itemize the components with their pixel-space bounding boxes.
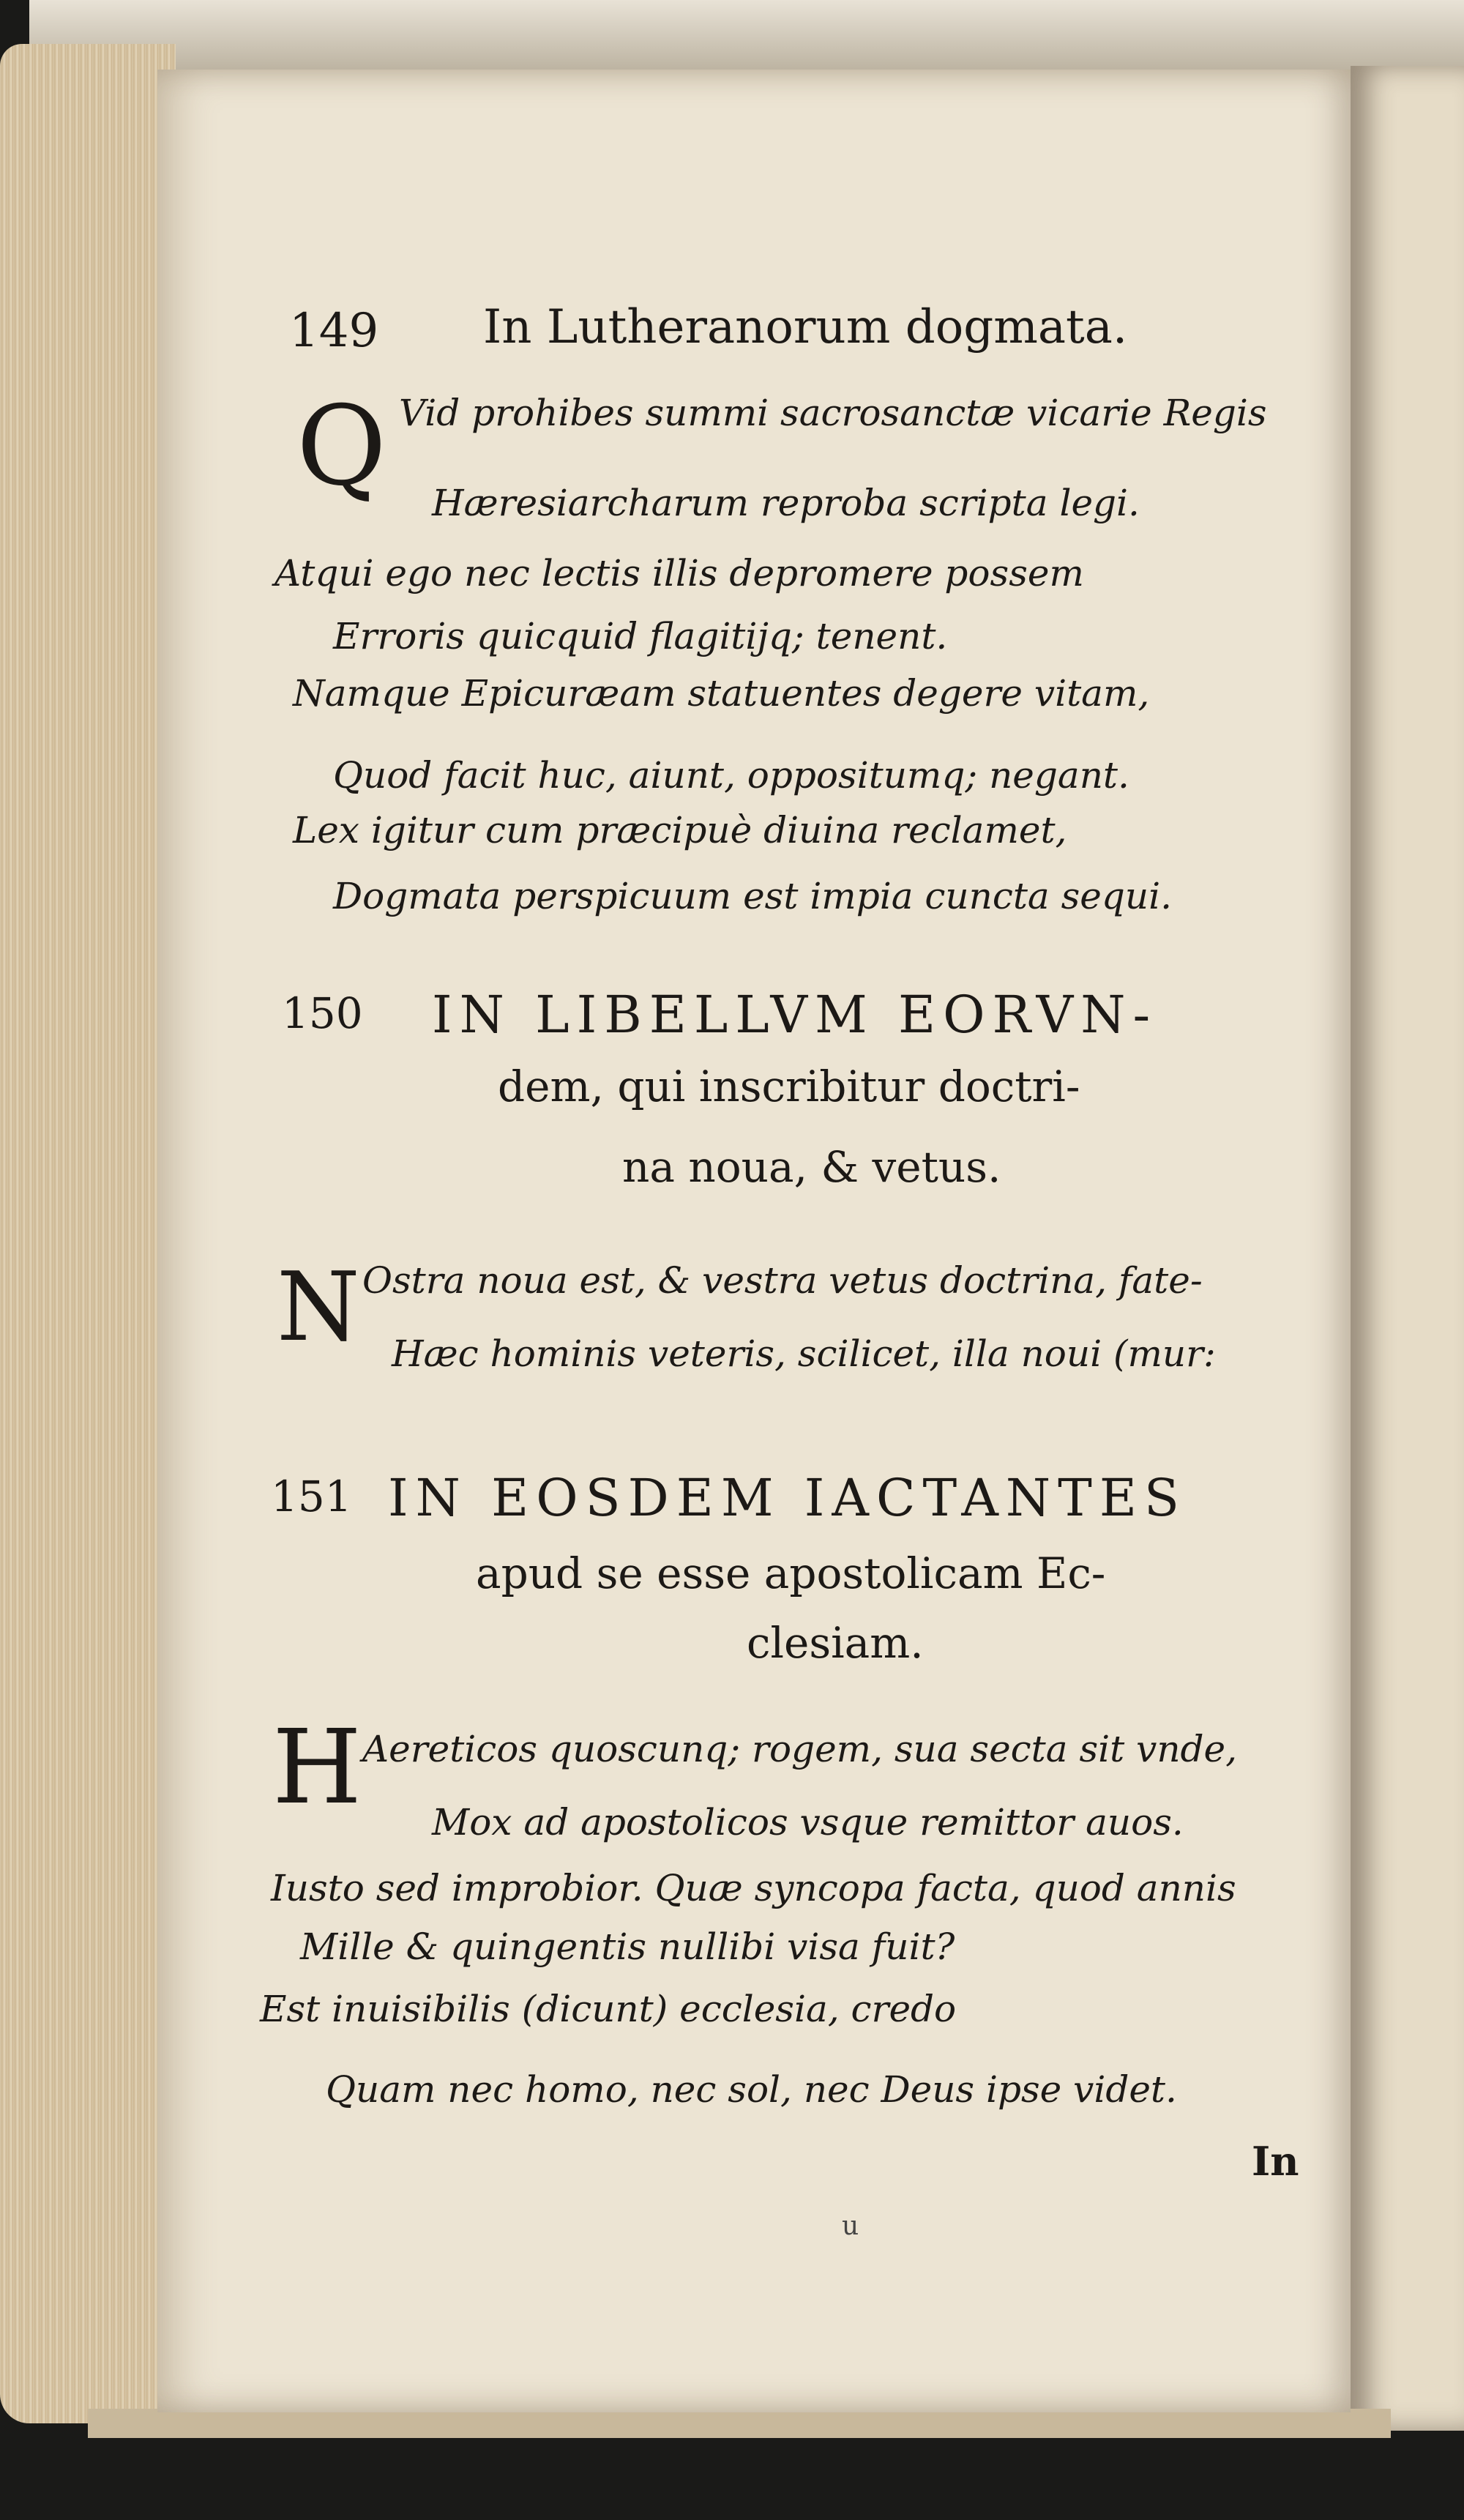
epigram-title: apud se esse apostolicam Ec-: [476, 1548, 1106, 1598]
book-bottom-edge: [88, 2409, 1391, 2438]
verse-line: Mox ad apostolicos vsque remittor auos.: [432, 1801, 1184, 1844]
epigram-title: na noua, & vetus.: [622, 1142, 1001, 1192]
epigram-title: clesiam.: [747, 1618, 924, 1668]
facing-page: [1351, 66, 1464, 2431]
drop-cap-q: Q: [296, 383, 386, 510]
verse-line: Ostra noua est, & vestra vetus doctrina, fate-: [362, 1259, 1203, 1302]
epigram-number: 150: [282, 988, 363, 1038]
verse-line: Est inuisibilis (dicunt) ecclesia, credo: [260, 1988, 957, 2030]
verse-line: Vid prohibes summi sacrosanctæ vicarie Regis: [399, 392, 1267, 434]
verse-line: Lex igitur cum præcipuè diuina reclamet,: [293, 809, 1067, 851]
drop-cap-h: H: [272, 1708, 362, 1827]
verse-line: Namque Epicuræam statuentes degere vitam,: [293, 672, 1150, 715]
running-title: In Lutheranorum dogmata.: [483, 300, 1128, 354]
verse-line: Quod facit huc, aiunt, oppositumq; negant.: [333, 754, 1129, 797]
verse-line: Erroris quicquid flagitijq; tenent.: [333, 615, 948, 657]
epigram-number: 151: [271, 1472, 352, 1521]
verse-line: Hæc hominis veteris, scilicet, illa noui (mur:: [392, 1332, 1216, 1375]
verse-line: Iusto sed improbior. Quæ syncopa facta, quod annis: [271, 1867, 1236, 1909]
verse-line: Quam nec homo, nec sol, nec Deus ipse videt.: [326, 2068, 1177, 2111]
verse-line: Atqui ego nec lectis illis depromere possem: [274, 552, 1084, 594]
verse-line: Aereticos quoscunq; rogem, sua secta sit vnde,: [362, 1728, 1238, 1770]
top-edge: [29, 0, 1464, 70]
signature-mark: u: [842, 2211, 859, 2241]
catchword: In: [1252, 2138, 1299, 2185]
drop-cap-n: N: [277, 1251, 360, 1362]
verse-line: Hæresiarcharum reproba scripta legi.: [432, 482, 1140, 524]
epigram-title-caps: IN LIBELLVM EORVN-: [432, 985, 1158, 1045]
verse-line: Dogmata perspicuum est impia cuncta sequi.: [333, 875, 1172, 917]
page-number: 149: [289, 304, 379, 358]
verse-line: Mille & quingentis nullibi visa fuit?: [300, 1926, 955, 1968]
epigram-title-caps: IN EOSDEM IACTANTES: [388, 1468, 1187, 1528]
epigram-title: dem, qui inscribitur doctri-: [498, 1062, 1080, 1111]
page-edges: [0, 44, 176, 2423]
